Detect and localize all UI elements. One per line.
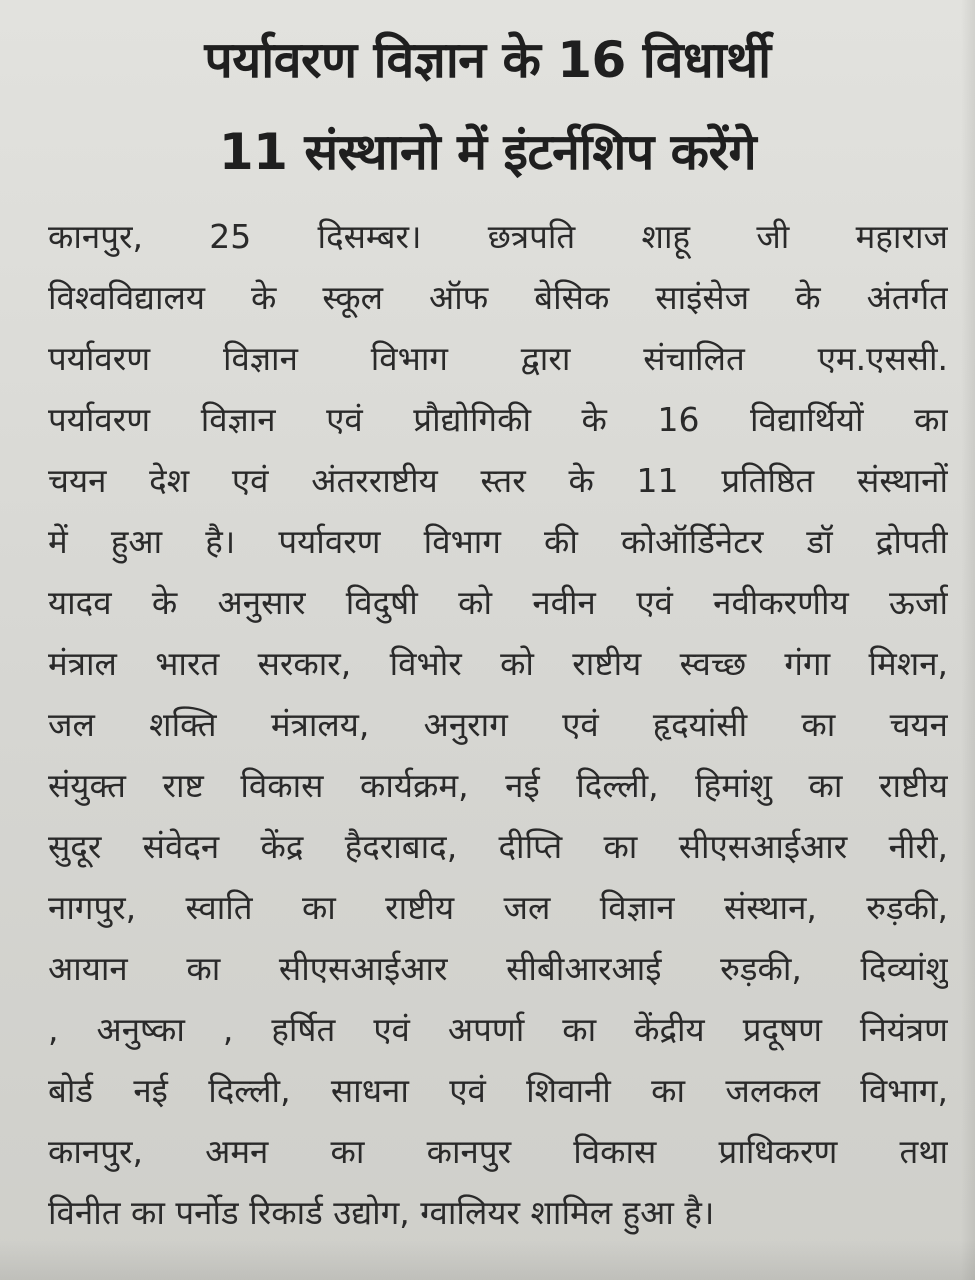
body-line: विश्वविद्यालय के स्कूल ऑफ बेसिक साइंसेज के अंतर्गत bbox=[48, 278, 948, 317]
body-line: जल शक्ति मंत्रालय, अनुराग एवं हृदयांसी का चयन bbox=[48, 705, 948, 744]
body-line: आयान का सीएसआईआर सीबीआरआई रुड़की, दिव्यांशु bbox=[48, 949, 948, 988]
body-line: पर्यावरण विज्ञान एवं प्रौद्योगिकी के 16 विद्यार्थियों का bbox=[48, 400, 948, 439]
body-line: विनीत का पर्नोड रिकार्ड उद्योग, ग्वालियर शामिल हुआ है। bbox=[48, 1193, 715, 1232]
body-line: नागपुर, स्वाति का राष्टीय जल विज्ञान संस्थान, रुड़की, bbox=[48, 888, 948, 927]
body-line: बोर्ड नई दिल्ली, साधना एवं शिवानी का जलकल विभाग, bbox=[48, 1071, 948, 1110]
body-line: , अनुष्का , हर्षित एवं अपर्णा का केंद्रीय प्रदूषण नियंत्रण bbox=[48, 1010, 948, 1049]
page-edge-shadow bbox=[961, 0, 975, 1280]
body-line: मंत्राल भारत सरकार, विभोर को राष्टीय स्वच्छ गंगा मिशन, bbox=[48, 644, 948, 683]
article-body bbox=[48, 206, 948, 1243]
headline-line-2: 11 संस्थानो में इंटर्नशिप करेंगे bbox=[218, 123, 757, 181]
body-line: कानपुर, अमन का कानपुर विकास प्राधिकरण तथा bbox=[48, 1132, 948, 1171]
body-line: में हुआ है। पर्यावरण विभाग की कोऑर्डिनेटर डॉ द्रोपती bbox=[48, 522, 948, 561]
headline-line-1: पर्यावरण विज्ञान के 16 विधार्थी bbox=[204, 31, 771, 89]
body-line: कानपुर, 25 दिसम्बर। छत्रपति शाहू जी महाराज bbox=[48, 217, 948, 256]
body-line: पर्यावरण विज्ञान विभाग द्वारा संचालित एम.एससी. bbox=[48, 339, 948, 378]
page-bottom-shadow bbox=[0, 1240, 975, 1280]
body-line: यादव के अनुसार विदुषी को नवीन एवं नवीकरणीय ऊर्जा bbox=[48, 583, 948, 622]
body-line: संयुक्त राष्ट विकास कार्यक्रम, नई दिल्ली, हिमांशु का राष्टीय bbox=[48, 766, 948, 805]
body-line: सुदूर संवेदन केंद्र हैदराबाद, दीप्ति का सीएसआईआर नीरी, bbox=[48, 827, 948, 866]
body-line: चयन देश एवं अंतरराष्टीय स्तर के 11 प्रतिष्ठित संस्थानों bbox=[48, 461, 948, 500]
